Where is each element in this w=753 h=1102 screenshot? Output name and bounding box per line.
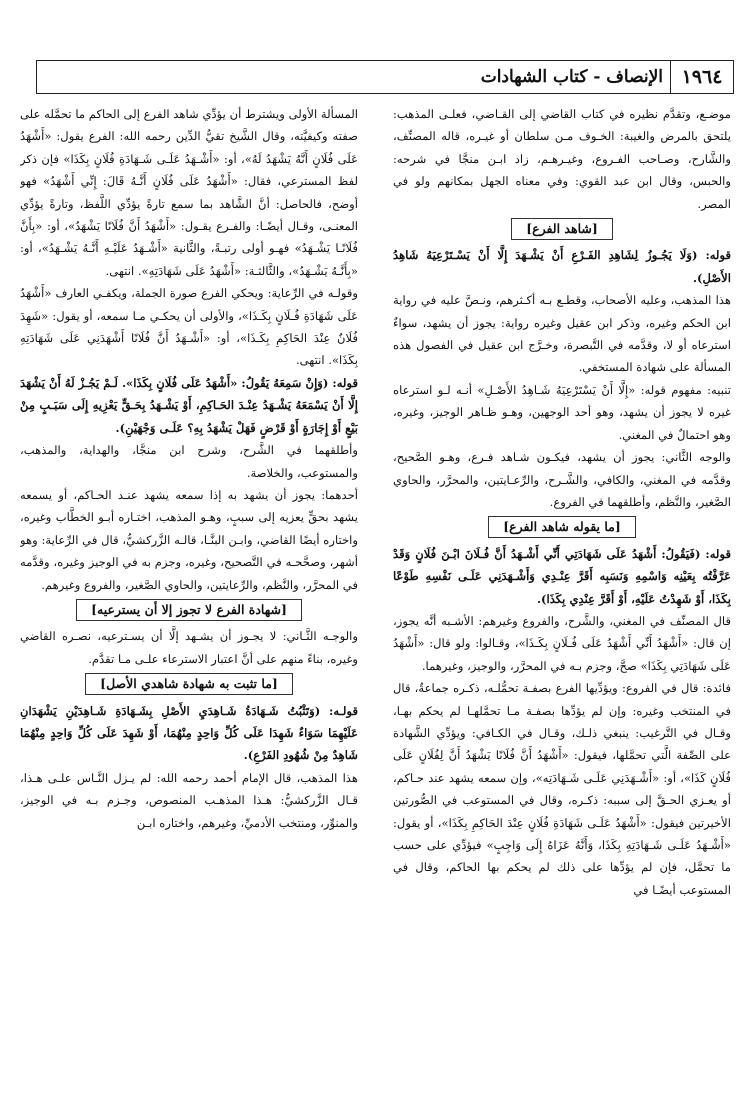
commentary-paragraph: فائدة: قال في الفروع: ويؤدِّيها الفرع بصفـة تحمُّلـه، ذكـره جماعةٌ، قال في المنتخب وغيره: وإن لم يؤدِّها بصفـة مـا تحمَّلهـا لم يحكم بهـا، وقـال في التَّرغيب: ينبغي ذلـك، وقـال في الكـافي: ويؤدِّي الشَّهادة على الصِّفة الَّتي تحمَّلها، فيقول: «أَشْهَدُ أَنَّ فُلَانًا يَشْهَدُ أَنَّ لِفُلَانٍ عَلَى فُلَانٍ كَذَا»، أو: «أَشْـهَدَنِي عَلَـى شَـهَادَتِه»، وإن سمعه يشهد عند حـاكم، أو يعـزي الحـقَّ إلى سببه: ذكـره، وقال في المستوعب في الصُّورتين الأخيرتين فيقول: «أَشْهَدُ عَلَـى شَهَادَةِ فُلَانٍ عِنْدَ الحَاكِمِ بِكَذَا»، أو يقول: «أَشْـهَدُ عَلَـى شَـهَادَتِهِ بِكَذَا، وَأَنَّهُ عَزَاهُ إِلَى وَاجِبٍ» فيؤدِّي على حسب ما تحمَّل، فإن لم يؤدِّها على ذلك لم يحكم بها الحاكم، وقال في المستوعب أيضًـا في [393, 681, 731, 897]
section-heading [20, 599, 358, 621]
section-heading [20, 673, 358, 695]
commentary-paragraph: وأطلقهما في الشَّرح، وشرح ابن منجَّا، والهداية، والمذهب، والمستوعب، والخلاصة. [20, 443, 358, 480]
commentary-paragraph: هذا المذهب، وعليه الأصحاب، وقطـع بـه أكـثرهم، ونـصَّ عليه في رواية ابن الحكم وغيره، وذكر ابن عقيل وغيره رواية: يجوز أن يشهد، سواءٌ استرعاه أو لا، وقدَّمه في التَّبصرة، وخـرَّج ابن عقيل في الفصول هذه المسألة على شهادة المستخفي. [393, 293, 731, 375]
right-text-column [393, 103, 731, 1088]
section-heading-text: [ما يقوله شاهد الفرع] [488, 516, 636, 538]
quoted-matn-paragraph: قوله: (فَيَقُولُ: أَشْهَدُ عَلَى شَهَادَتِي أَنِّي أَشْـهَدُ أَنَّ فُـلَانَ ابْـنَ فُلَانٍ وَقَدْ عَرَّفْتُه بِعَيْنِه وَاسْمِهِ وَنَسَبِه أَقَرَّ عِنْـدِي وَأَشْـهَدَنِي عَلَـى نَفْسِهِ طَوْعًا بِكَذَا، أَوْ شَهِدْتُ عَلَيْهِ، أَوْ أَقَرَّ عِنْدِي بِكَذَا). [393, 546, 731, 606]
commentary-paragraph: والوجـه الثَّـاني: لا يجـوز أن يشـهد إلَّا أن يسـترعيه، نصـره القاضي وغيره، بناءً منهم على أنَّ اعتبار الاسترعاء علـى مـا تقدَّم. [20, 629, 358, 666]
commentary-paragraph: وقولـه في الرِّعاية: ويحكي الفرع صورة الجملة، ويكفـي العارف «أَشْهَدُ عَلَى شَهَادَةِ فُـلَانٍ بِكَـذَا»، والأولى أن يحكـي مـا سمعه، أو يقول: «شَهِدَ فُلَانٌ عِنْدَ الحَاكِمِ بِكَـذَا»، أو: «أَشْـهَدُ أَنَّ فُلَانًا أَشْهَدَنِي عَلَى شَهَادَتِهِ بِكَذَا». انتهى. [20, 286, 358, 368]
running-title: الإنصاف - كتاب الشهادات [480, 67, 663, 87]
page-number: ١٩٦٤ [670, 61, 733, 93]
section-heading-text: [شهادة الفرع لا تجوز إلا أن يسترعيه] [76, 599, 302, 621]
section-heading-text: [شاهد الفرع] [511, 218, 613, 240]
commentary-paragraph: والوجه الثَّاني: يجوز أن يشهد، فيكـون شـاهد فـرع، وهـو الصَّحيح، وقدَّمه في المغني، والكافي، والشَّـرح، والرِّعـايتين، والمحرَّر، والحاوي الصَّغير، والنَّظم، وأطلقهما في الفروع. [393, 450, 731, 509]
section-heading [393, 516, 731, 538]
quoted-matn-paragraph: قوله: (وَإِنْ سَمِعَهُ يَقُولُ: «أَشْهَدُ عَلَى فُلَانٍ بِكَذَا». لَـمْ يَجُـزْ لَهُ أَنْ يَشْهَدَ إِلَّا أَنْ يَسْمَعَهُ يَشْـهَدُ عِنْـدَ الحَـاكِمِ، أَوْ يَشْـهَدُ بِحَـقٍّ يَعْزِيهِ إِلَى سَبَـبٍ مِنْ بَيْعٍ أَوْ إِجَارَةٍ أَوْ قَرْضٍ فَهَلْ يَشْهَدُ بِهِ؟ عَلَـى وَجْهَيْنِ). [20, 375, 358, 435]
commentary-paragraph: هذا المذهب، قال الإمام أحمد رحمه الله: لم يـزل النَّـاس علـى هـذا، قـال الزَّركشيُّ: هـذا المذهـب المنصوص، وجـزم بـه في الوجيز، والمنوِّر، ومنتخب الأدميِّ، وغيرهم، واختاره ابـن [20, 770, 358, 830]
commentary-paragraph: قال المصنِّف في المغني، والشَّرح، والفروع وغيرهم: الأشـبه أنَّه يجوز، إن قال: «أَشْهَدُ أَنِّي أَشْهَدُ عَلَى فُـلَانٍ بِكَـذَا»، وقـالوا: ولو قال: «أَشْهَدُ عَلَى شَهَادَتِي بِكَذَا» صحَّ، وجزم بـه في المحرَّر، والوجيز، وغيرهما. [393, 613, 731, 673]
section-heading [393, 218, 731, 240]
section-heading-text: [ما تثبت به شهادة شاهدي الأصل] [85, 673, 293, 695]
page-header [36, 60, 734, 94]
quoted-matn-paragraph: قوله: (وَلَا يَجُـوزُ لِشَاهِدِ الفَـرْعِ أَنْ يَشْـهَدَ إِلَّا أَنْ يَسْـتَرْعِيَهُ شَاهِدُ الأَصْلِ). [393, 248, 731, 285]
quoted-matn-paragraph: قولـه: (وَتَثْبُتُ شَـهَادَةُ شَـاهِدَيِ الأَصْلِ بِشَـهَادَةِ شَـاهِدَيْنِ يَشْهَدَانِ عَلَيْهِمَا سَوَاءٌ شَهِدَا عَلَى كُلِّ وَاحِدٍ مِنْهُمَا، أَوْ شَهِدَ عَلَى كُلِّ وَاحِدٍ مِنْهُمَا شَاهِدٌ مِنْ شُهُودِ الفَرْعِ). [20, 703, 358, 763]
commentary-paragraph: أحدهما: يجوز أن يشهد به إذا سمعه يشهد عنـد الحـاكم، أو يسمعه يشهد بحقٍّ يعزيه إلى سببٍ، وهـو المذهب، اختـاره أبـو الخطَّاب وغيره، واختاره أيضًا القاضي، وابـن البنَّـا، قالـه الزَّركشيُّ، قال في الرِّعاية: وهو أشهر، وصحَّحـه في التَّصحيح، وغيره، وجزم به في الوجيز وغيره، وقدَّمه في المحرَّر، والنَّظم، والرِّعايتين، والحاوي الصَّغير، والفروع وغيرهم. [20, 487, 358, 592]
commentary-paragraph: تنبيه: مفهوم قوله: «إِلَّا أَنْ يَسْتَرْعِيَهُ شَـاهِدُ الأَصْـلِ» أنـه لـو استرعاه غيره لا يجوز أن يشهد، وهو أحد الوجهين، وهـو ظـاهر الوجيز، وغيره، وهو احتمالٌ في المغني. [393, 382, 731, 442]
commentary-paragraph: المسألة الأولى ويشترط أن يؤدِّي شاهد الفرع إلى الحاكم ما تحمَّله على صفته وكيفيَّته، وقال الشَّيخ تقيُّ الدِّين رحمه الله: الفرع يقول: «أَشْهَدُ عَلَى فُلَانٍ أَنَّهُ يَشْهَدُ لَهُ»، أو: «أَشْـهَدُ عَلَـى شَـهَادَةِ فُلَانٍ بِكَذَا» فإن ذكر لفظ المسترعي، فقال: «أَشْهَدُ عَلَى فُلَانٍ أَنَّـهُ قَالَ: إِنِّي أَشْهَدُ» فهو أوضح، فالحاصل: أنَّ الشَّاهد بما سمع تارةً يؤدِّي اللَّفظ، وتارةً يؤدِّي المعنـى، وقـال أيضًـا: والفـرع يقـول: «أَشْهَدُ أَنَّ فُلَانًا يَشْهَدُ»، أو: «بِأَنَّ فُلَانًـا يَشْـهَدُ» فهـو أولى رتبـةً، والثَّانية «أَشْـهَدُ عَلَيْـهِ أَنَّـهُ يَشْـهَدُ»، أو: «بِأَنَّـهُ يَشْـهَدُ»، والثَّالثـة: «أَشْهَدُ عَلَى شَهَادَتِهِ». انتهى. [20, 107, 358, 278]
left-text-column [20, 103, 358, 1088]
commentary-paragraph: موضـع، وتقدَّم نظيره في كتاب القاضي إلى القـاضي، فعلـى المذهب: يلتحق بالمرض والغيبة: الخـوف مـن سلطان أو غيـره، قاله المصنِّف، والشَّارح، وصـاحب الفـروع، وغيـرهـم، زاد ابـن منجَّا في شرحه: والحبس، وقال ابن عبد القوي: وفي معناه الجهل بمكانهم ولو في المصر. [393, 107, 731, 211]
